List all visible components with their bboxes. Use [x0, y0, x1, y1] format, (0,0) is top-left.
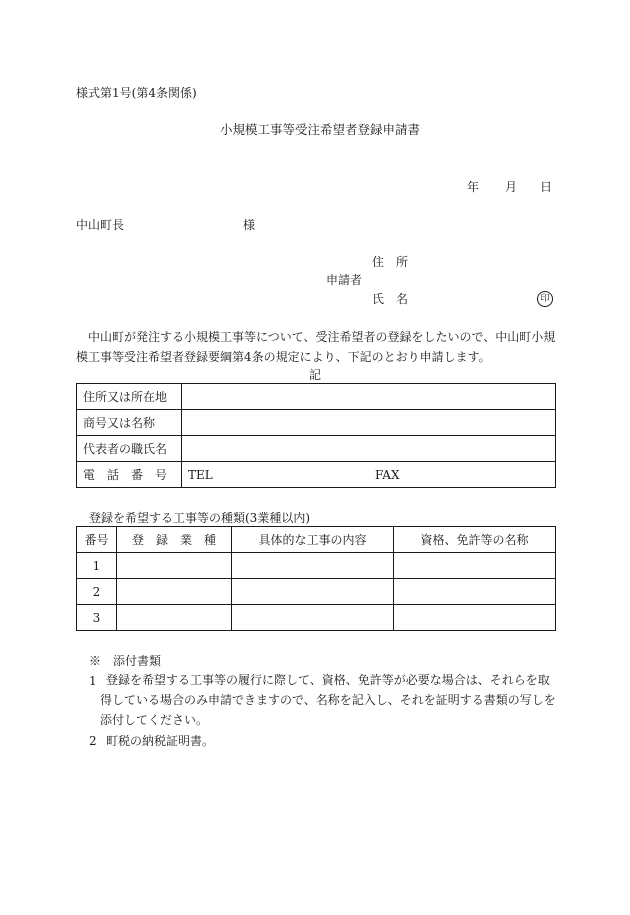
applicant-info-table	[76, 383, 556, 488]
category-cell[interactable]	[117, 605, 232, 631]
table-row	[77, 462, 556, 488]
addressee-name: 中山町長	[76, 218, 125, 232]
work-type-caption: 登録を希望する工事等の種類(3業種以内)	[89, 511, 310, 525]
qualification-cell[interactable]	[394, 605, 556, 631]
attachment-item-2-number: 2	[89, 734, 97, 748]
addressee-honorific: 様	[243, 218, 256, 232]
date-year: 年	[467, 180, 480, 194]
date-month: 月	[505, 180, 518, 194]
table-row	[77, 384, 556, 410]
row-number: 3	[77, 605, 117, 631]
header-category: 登 録 業 種	[117, 527, 232, 553]
attachments-heading: ※ 添付書類	[89, 654, 162, 668]
table-row	[77, 605, 556, 631]
seal-mark: 印	[537, 291, 553, 307]
work-content-cell[interactable]	[232, 605, 394, 631]
tel-label: TEL	[188, 467, 213, 482]
applicant-name-label: 氏 名	[372, 292, 409, 306]
date-day: 日	[540, 180, 553, 194]
attachment-item-1-number: 1	[89, 674, 97, 688]
category-cell[interactable]	[117, 579, 232, 605]
application-statement-text: 中山町が発注する小規模工事等について、受注希望者の登録をしたいので、中山町小規模工事等受注希望者登録要綱第4条の規定により、下記のとおり申請します。	[76, 330, 556, 364]
row-label-phone: 電 話 番 号	[77, 462, 182, 488]
work-type-table	[76, 526, 556, 631]
applicant-label: 申請者	[326, 273, 363, 287]
row-label-address: 住所又は所在地	[77, 384, 182, 410]
row-number: 1	[77, 553, 117, 579]
table-row	[77, 436, 556, 462]
table-header-row	[77, 527, 556, 553]
address-input-cell[interactable]	[182, 384, 556, 410]
row-label-company: 商号又は名称	[77, 410, 182, 436]
form-number: 様式第1号(第4条関係)	[76, 86, 197, 100]
applicant-address-label: 住 所	[372, 255, 409, 269]
document-title: 小規模工事等受注希望者登録申請書	[220, 122, 421, 137]
work-content-cell[interactable]	[232, 553, 394, 579]
attachment-item-2-text: 町税の納税証明書。	[106, 734, 215, 748]
ki-mark: 記	[309, 368, 322, 382]
row-number: 2	[77, 579, 117, 605]
work-content-cell[interactable]	[232, 579, 394, 605]
attachment-item-1-text: 登録を希望する工事等の履行に際して、資格、免許等が必要な場合は、それらを取得している場合のみ申請できますので、名称を記入し、それを証明する書類の写しを添付してください。	[100, 673, 556, 727]
qualification-cell[interactable]	[394, 553, 556, 579]
phone-input-cell[interactable]	[182, 462, 556, 488]
header-number: 番号	[77, 527, 117, 553]
row-label-representative: 代表者の職氏名	[77, 436, 182, 462]
table-row	[77, 579, 556, 605]
fax-label: FAX	[375, 467, 400, 482]
header-qualification: 資格、免許等の名称	[394, 527, 556, 553]
category-cell[interactable]	[117, 553, 232, 579]
qualification-cell[interactable]	[394, 579, 556, 605]
representative-input-cell[interactable]	[182, 436, 556, 462]
table-row	[77, 410, 556, 436]
company-input-cell[interactable]	[182, 410, 556, 436]
table-row	[77, 553, 556, 579]
application-statement	[76, 327, 556, 367]
header-work-content: 具体的な工事の内容	[232, 527, 394, 553]
attachment-item-1	[100, 670, 558, 730]
